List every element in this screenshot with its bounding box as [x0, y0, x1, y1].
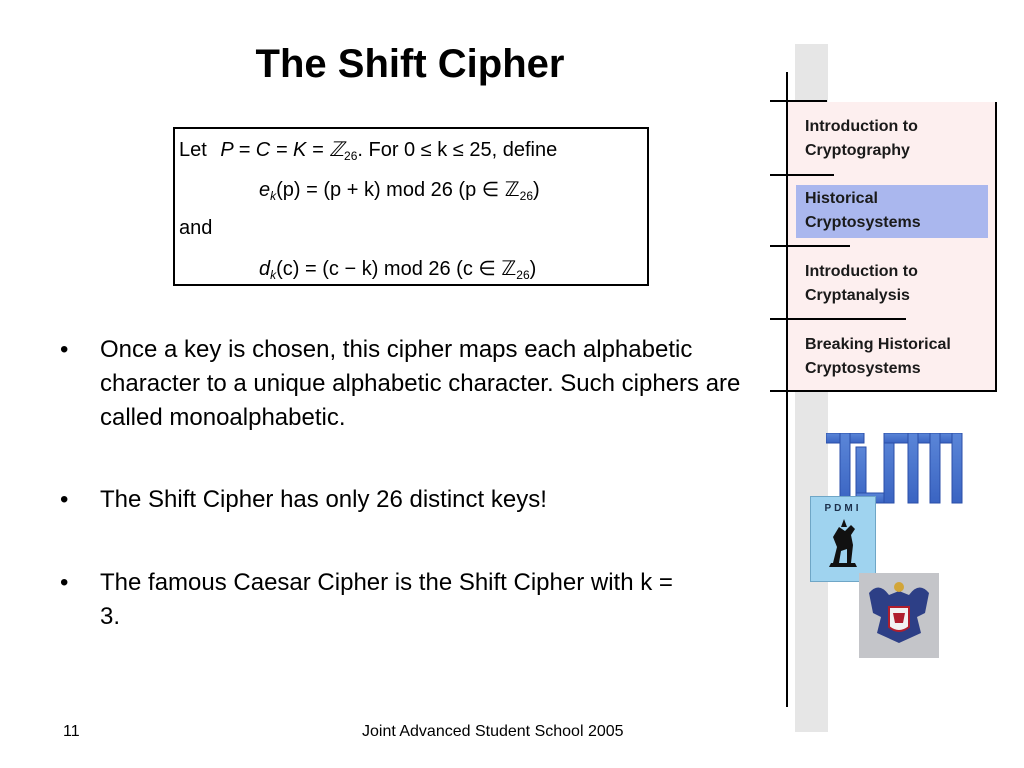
enc-sub: k: [270, 189, 277, 203]
nav-item-breaking-historical-cryptosystems[interactable]: Breaking Historical Cryptosystems: [805, 336, 951, 377]
footer-text: Joint Advanced Student School 2005: [362, 723, 624, 740]
enc-lhs: e: [259, 179, 271, 201]
nav-divider: [770, 390, 997, 392]
bullet-text: The Shift Cipher has only 26 distinct keys!: [100, 486, 547, 513]
pdmi-logo: [810, 496, 876, 582]
dec-sub: k: [270, 268, 277, 282]
formula-decryption: [259, 256, 536, 282]
slide-title: The Shift Cipher: [255, 42, 565, 86]
formula-for-range: . For 0 ≤ k ≤ 25, define: [357, 139, 558, 161]
coat-of-arms-emblem: [859, 573, 939, 658]
dec-rest: (c) = (c − k) mod 26 (c ∈ ℤ: [276, 258, 517, 280]
bullet-dot: •: [60, 569, 69, 596]
nav-divider: [770, 100, 827, 102]
nav-item-introduction-to-cryptography[interactable]: Introduction to Cryptography: [805, 118, 918, 159]
formula-box: [173, 127, 649, 286]
formula-line-1: [179, 137, 557, 163]
tum-logo: [826, 433, 964, 505]
formula-and: and: [179, 217, 213, 239]
bullet-text: Once a key is chosen, this cipher maps each alphabetic character to a unique alphabetic character. Such ciphers are called monoalphabetic.: [100, 336, 741, 431]
bullet-text: The famous Caesar Cipher is the Shift Cipher with k = 3.: [100, 569, 673, 630]
page-number: 11: [63, 723, 80, 740]
tum-logo-graphic: [826, 433, 964, 505]
formula-pck: P = C = K = ℤ: [220, 139, 345, 161]
dec-close: ): [529, 258, 537, 280]
bullet-dot: •: [60, 486, 69, 513]
horse-statue-icon: [811, 497, 875, 581]
bullet-dot: •: [60, 336, 69, 363]
enc-sub26: 26: [519, 189, 533, 203]
dec-lhs: d: [259, 258, 271, 280]
nav-panel-right-border: [995, 102, 997, 392]
nav-item-historical-cryptosystems[interactable]: Historical Cryptosystems: [805, 190, 921, 231]
formula-sub26: 26: [344, 149, 358, 163]
eagle-emblem-icon: [859, 573, 939, 658]
pdmi-logo-text: PDMI: [824, 503, 862, 514]
nav-divider: [770, 174, 834, 176]
enc-close: ): [533, 179, 540, 201]
formula-let: Let: [179, 139, 207, 161]
nav-divider: [770, 245, 850, 247]
nav-item-introduction-to-cryptanalysis[interactable]: Introduction to Cryptanalysis: [805, 263, 918, 304]
enc-rest: (p) = (p + k) mod 26 (p ∈ ℤ: [276, 179, 520, 201]
dec-sub26: 26: [516, 268, 530, 282]
formula-encryption: [259, 177, 540, 203]
nav-divider: [770, 318, 906, 320]
